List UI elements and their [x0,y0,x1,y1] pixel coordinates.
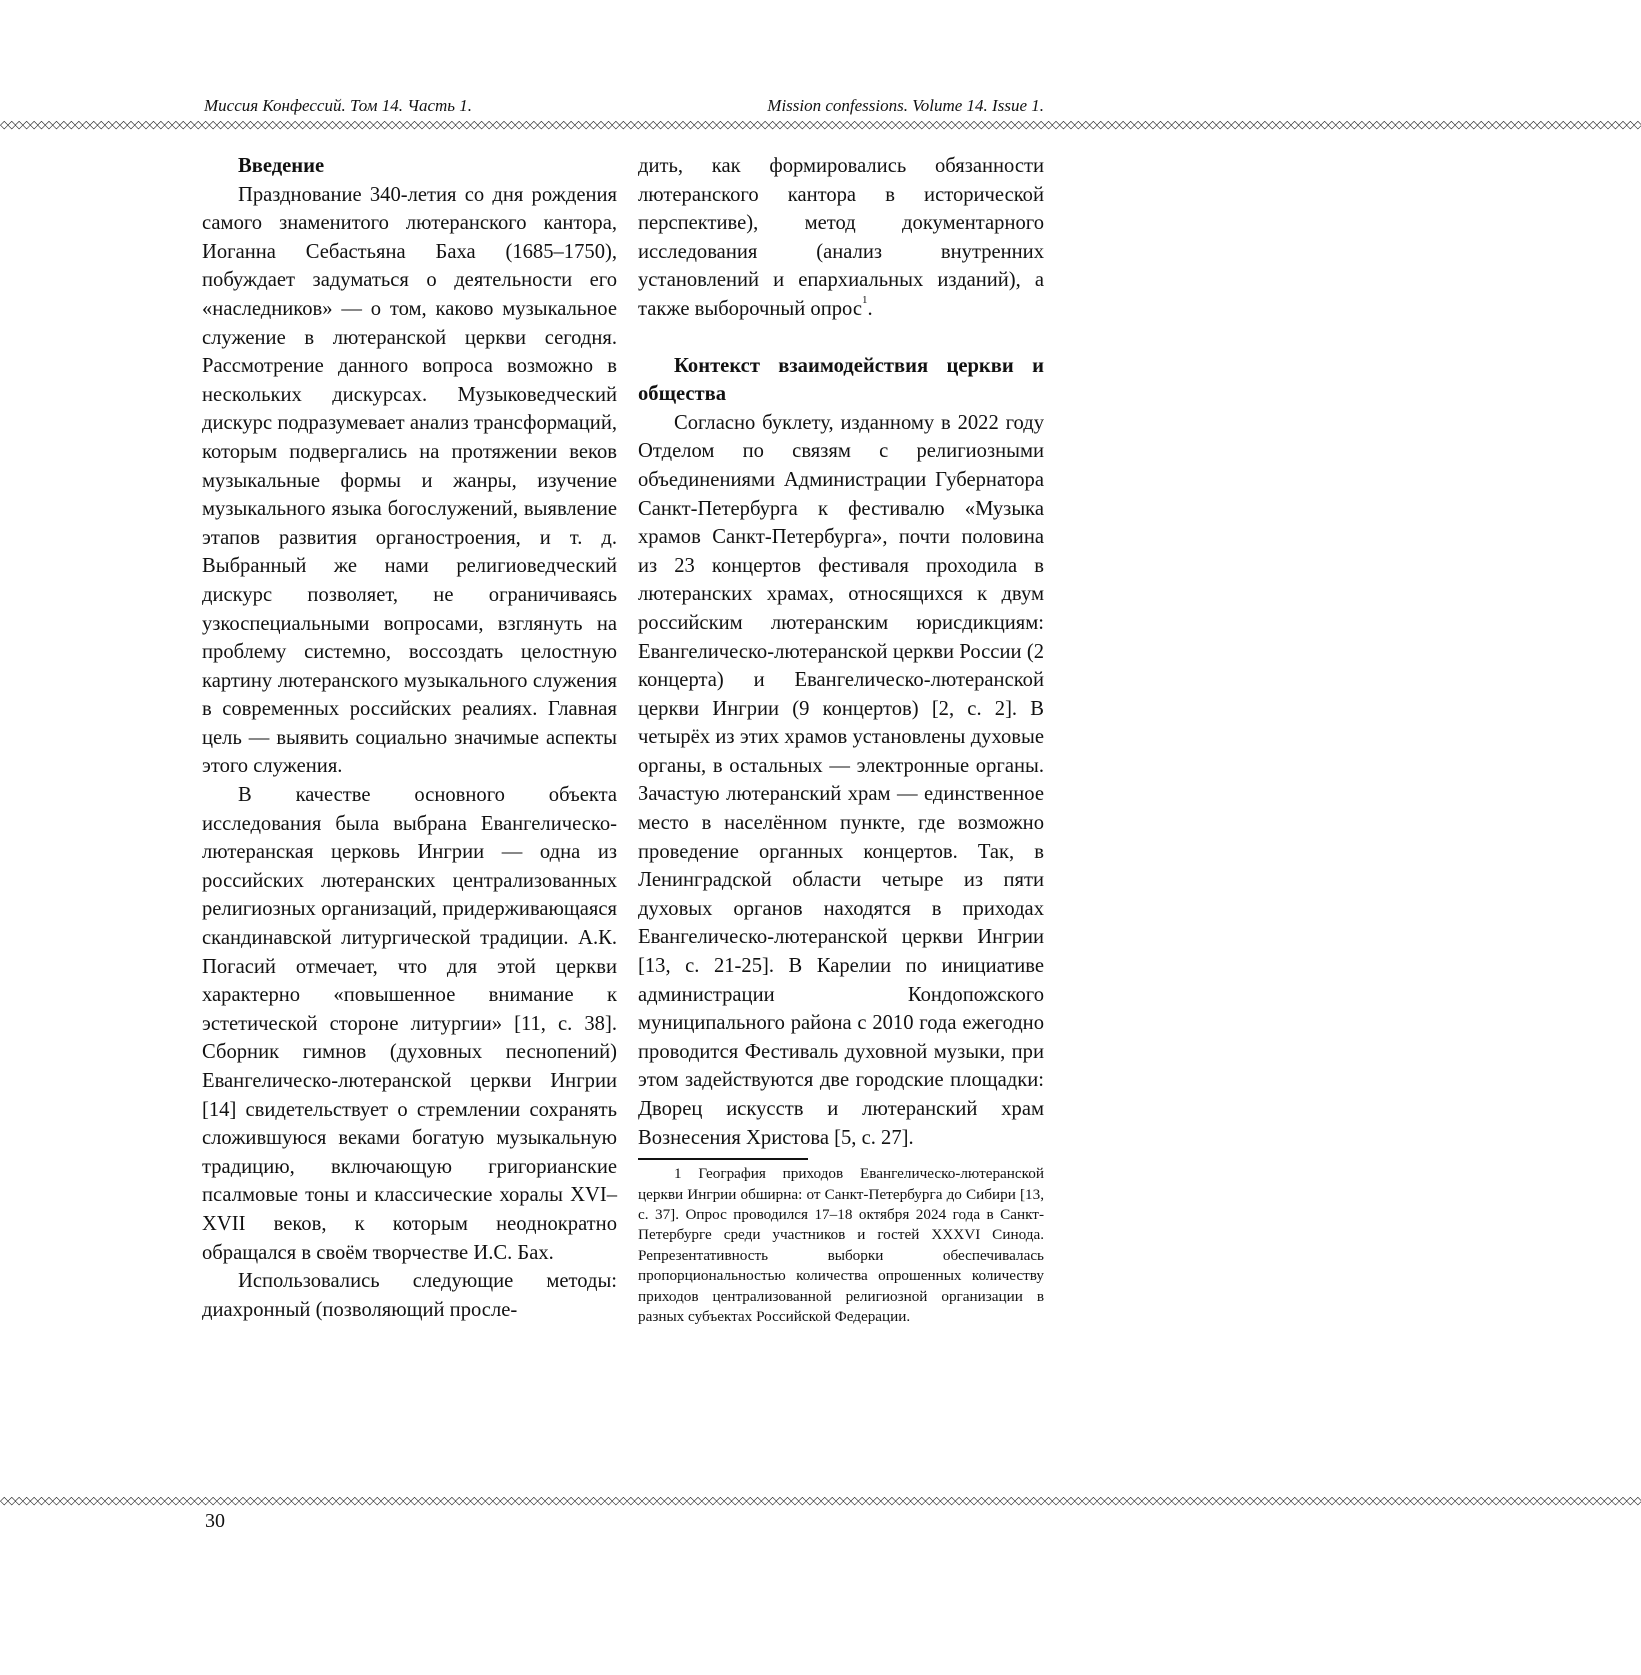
paragraph-methods: Использовались следующие методы: диахронный (позволяющий просле- [202,1270,617,1321]
right-column [638,152,1044,1327]
footnote-rule [638,1158,808,1160]
footnote-reference[interactable]: 1 [862,293,868,306]
page-number: 30 [205,1510,225,1532]
ornament-divider-bottom: ◇◇◇◇◇◇◇◇◇◇◇◇◇◇◇◇◇◇◇◇◇◇◇◇◇◇◇◇◇◇◇◇◇◇◇◇◇◇◇◇◇◇◇◇◇◇◇◇◇◇◇◇◇◇◇◇◇◇◇◇◇◇◇◇◇◇◇◇◇◇◇◇◇◇◇◇◇◇◇◇◇◇◇◇◇◇◇◇◇◇◇◇◇◇◇◇◇◇◇◇◇◇◇◇◇◇◇◇◇◇◇◇◇◇◇◇◇◇◇◇◇◇◇◇◇◇◇◇◇◇◇◇◇◇◇◇◇◇◇◇◇◇◇◇◇◇◇◇◇◇◇◇◇◇◇◇◇◇◇◇◇◇◇◇◇◇◇◇◇◇◇◇◇◇◇◇◇◇◇◇◇◇◇◇◇◇◇◇◇◇◇◇◇◇◇◇◇◇◇◇◇◇◇◇◇◇◇◇◇◇◇◇◇◇◇◇◇◇◇◇ [0,1494,1641,1507]
paragraph-intro: Празднование 340-летия со дня рождения самого знаменитого лютеранского кантора, Иоганна Себастьяна Баха (1685–1750), побуждает задуматься о деятельности его «наследников» — о том, каково музыкальное служение в лютеранской церкви сегодня. Рассмотрение данного вопроса возможно в нескольких дискурсах. Музыковедческий дискурс подразумевает анализ трансформаций, которым подвергались на протяжении веков музыкальные формы и жанры, изучение музыкального языка богослужений, выявление этапов развития органостроения, и т. д. Выбранный же нами религиоведческий дискурс позволяет, не ограничиваясь узкоспециальными вопросами, взглянуть на проблему системно, воссоздать целостную картину лютеранского музыкального служения в современных российских реалиях. Главная цель — выявить социально значимые аспекты этого служения. [202,183,617,778]
intro-heading: Введение [238,155,325,177]
left-column [202,152,617,1324]
methods-text: дить, как формировались обязанности лютеранского кантора в исторической перспективе), метод документарного исследования (анализ внутренних установлений и епархиальных изданий), а также выборочный опрос [638,155,1044,320]
footnote: 1 География приходов Евангелическо-лютеранской церкви Ингрии обширна: от Санкт-Петербурга до Сибири [13, с. 37]. Опрос проводился 17–18 октября 2024 года в Санкт-Петербурге среди участников и гостей XXXVI Синода. Репрезентативность выборки обеспечивалась пропорциональностью количества опрошенных количеству приходов централизованной религиозной организации в разных субъектах Российской Федерации. [638,1165,1044,1326]
running-header [196,96,1044,118]
paragraph-methods-continued [638,152,1044,324]
section-heading: Контекст взаимодействия церкви и общества [638,354,1044,406]
paragraph-context: Согласно буклету, изданному в 2022 году Отделом по связям с религиозными объединениями Администрации Губернатора Санкт-Петербурга к фестивалю «Музыка храмов Санкт-Петербурга», почти половина из 23 концертов фестиваля проходила в лютеранских храмах, относящихся к двум российским лютеранским юрисдикциям: Евангелическо-лютеранской церкви России (2 концерта) и Евангелическо-лютеранской церкви Ингрии (9 концертов) [2, с. 2]. В четырёх из этих храмов установлены духовые органы, в остальных — электронные органы. Зачастую лютеранский храм — единственное место в населённом пункте, где возможно проведение органных концертов. Так, в Ленинградской области четыре из пяти духовых органов находятся в приходах Евангелическо-лютеранской церкви Ингрии [13, с. 21-25]. В Карелии по инициативе администрации Кондопожского муниципального района с 2010 года ежегодно проводится Фестиваль духовной музыки, при этом задействуются две городские площадки: Дворец искусств и лютеранский храм Вознесения Христова [5, с. 27]. [638,411,1044,1149]
ornament-divider-top: ◇◇◇◇◇◇◇◇◇◇◇◇◇◇◇◇◇◇◇◇◇◇◇◇◇◇◇◇◇◇◇◇◇◇◇◇◇◇◇◇◇◇◇◇◇◇◇◇◇◇◇◇◇◇◇◇◇◇◇◇◇◇◇◇◇◇◇◇◇◇◇◇◇◇◇◇◇◇◇◇◇◇◇◇◇◇◇◇◇◇◇◇◇◇◇◇◇◇◇◇◇◇◇◇◇◇◇◇◇◇◇◇◇◇◇◇◇◇◇◇◇◇◇◇◇◇◇◇◇◇◇◇◇◇◇◇◇◇◇◇◇◇◇◇◇◇◇◇◇◇◇◇◇◇◇◇◇◇◇◇◇◇◇◇◇◇◇◇◇◇◇◇◇◇◇◇◇◇◇◇◇◇◇◇◇◇◇◇◇◇◇◇◇◇◇◇◇◇◇◇◇◇◇◇◇◇◇◇◇◇◇◇◇◇◇◇◇◇◇◇ [0,118,1641,131]
methods-end: . [867,297,873,320]
journal-title-ru: Миссия Конфессий. Том 14. Часть 1. [204,96,473,115]
journal-title-en: Mission confessions. Volume 14. Issue 1. [767,96,1044,115]
paragraph-object: В качестве основного объекта исследования была выбрана Евангелическо-лютеранская церковь Ингрии — одна из российских лютеранских централизованных религиозных организаций, придерживающаяся скандинавской литургической традиции. А.К. Погасий отмечает, что для этой церкви характерно «повышенное внимание к эстетической стороне литургии» [11, с. 38]. Сборник гимнов (духовных песнопений) Евангелическо-лютеранской церкви Ингрии [14] свидетельствует о стремлении сохранять сложившуюся веками богатую музыкальную традицию, включающую григорианские псалмовые тоны и классические хоралы XVI–XVII веков, к которым неоднократно обращался в своём творчестве И.С. Бах. [202,784,617,1264]
